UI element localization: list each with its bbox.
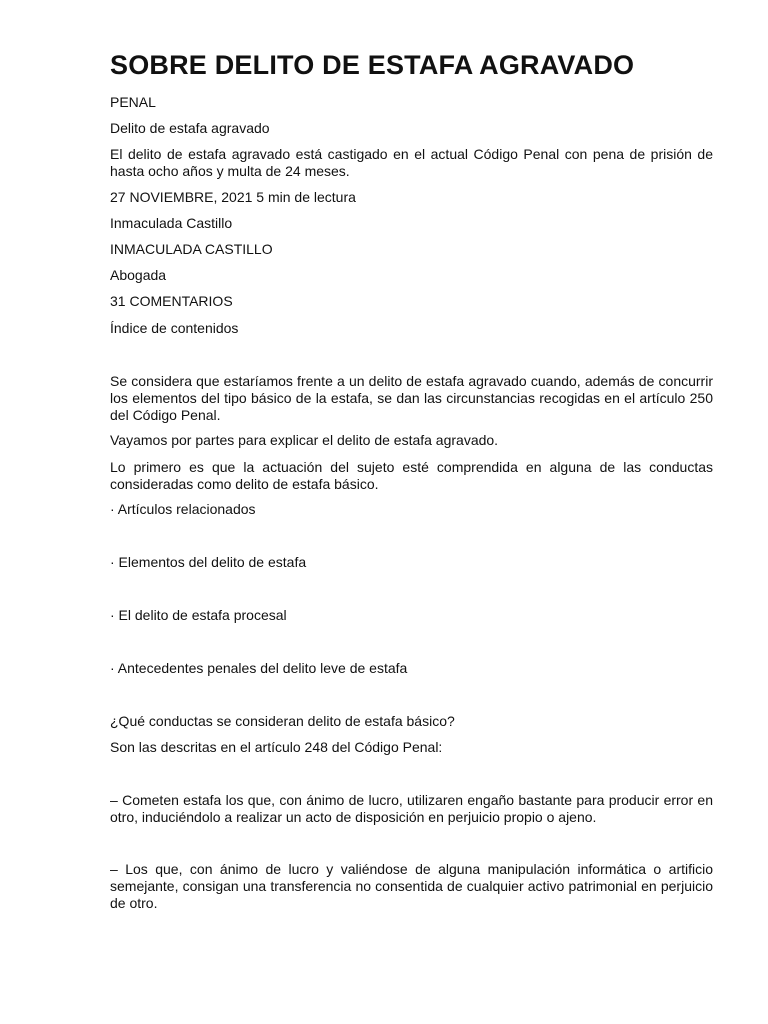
related-item: · El delito de estafa procesal bbox=[110, 607, 287, 623]
section-answer: Son las descritas en el artículo 248 del Código Penal: bbox=[110, 739, 443, 755]
comments-count: 31 COMENTARIOS bbox=[110, 293, 233, 309]
category-label: PENAL bbox=[110, 94, 156, 110]
related-item: · Elementos del delito de estafa bbox=[110, 554, 307, 570]
parts-paragraph: Vayamos por partes para explicar el delito de estafa agravado. bbox=[110, 432, 499, 448]
conduct-item: – Los que, con ánimo de lucro y valiéndose de alguna manipulación informática o artificio semejante, consigan una transferencia no consentida de cualquier activo patrimonial en perjuicio de otro. bbox=[110, 861, 713, 911]
intro-paragraph: Se considera que estaríamos frente a un delito de estafa agravado cuando, además de concurrir los elementos del tipo básico de la estafa, se dan las circunstancias recogidas en el artículo 250 del Código Penal. bbox=[110, 373, 713, 423]
article-subtitle: Delito de estafa agravado bbox=[110, 120, 270, 136]
section-question: ¿Qué conductas se consideran delito de estafa básico? bbox=[110, 713, 455, 729]
conduct-item: – Cometen estafa los que, con ánimo de lucro, utilizaren engaño bastante para producir error en otro, induciéndolo a realizar un acto de disposición en perjuicio propio o ajeno. bbox=[110, 792, 713, 825]
lead-paragraph: El delito de estafa agravado está castigado en el actual Código Penal con pena de prisión de hasta ocho años y multa de 24 meses. bbox=[110, 146, 713, 179]
author-name-upper: INMACULADA CASTILLO bbox=[110, 241, 273, 257]
table-of-contents: Índice de contenidos bbox=[110, 320, 239, 336]
author-name: Inmaculada Castillo bbox=[110, 215, 233, 231]
related-item: · Artículos relacionados bbox=[110, 501, 256, 517]
first-paragraph: Lo primero es que la actuación del sujeto esté comprendida en alguna de las conductas consideradas como delito de estafa básico. bbox=[110, 459, 713, 492]
page-title: SOBRE DELITO DE ESTAFA AGRAVADO bbox=[110, 50, 635, 80]
related-item: · Antecedentes penales del delito leve de estafa bbox=[110, 660, 408, 676]
publish-meta: 27 NOVIEMBRE, 2021 5 min de lectura bbox=[110, 189, 356, 205]
author-role: Abogada bbox=[110, 267, 167, 283]
